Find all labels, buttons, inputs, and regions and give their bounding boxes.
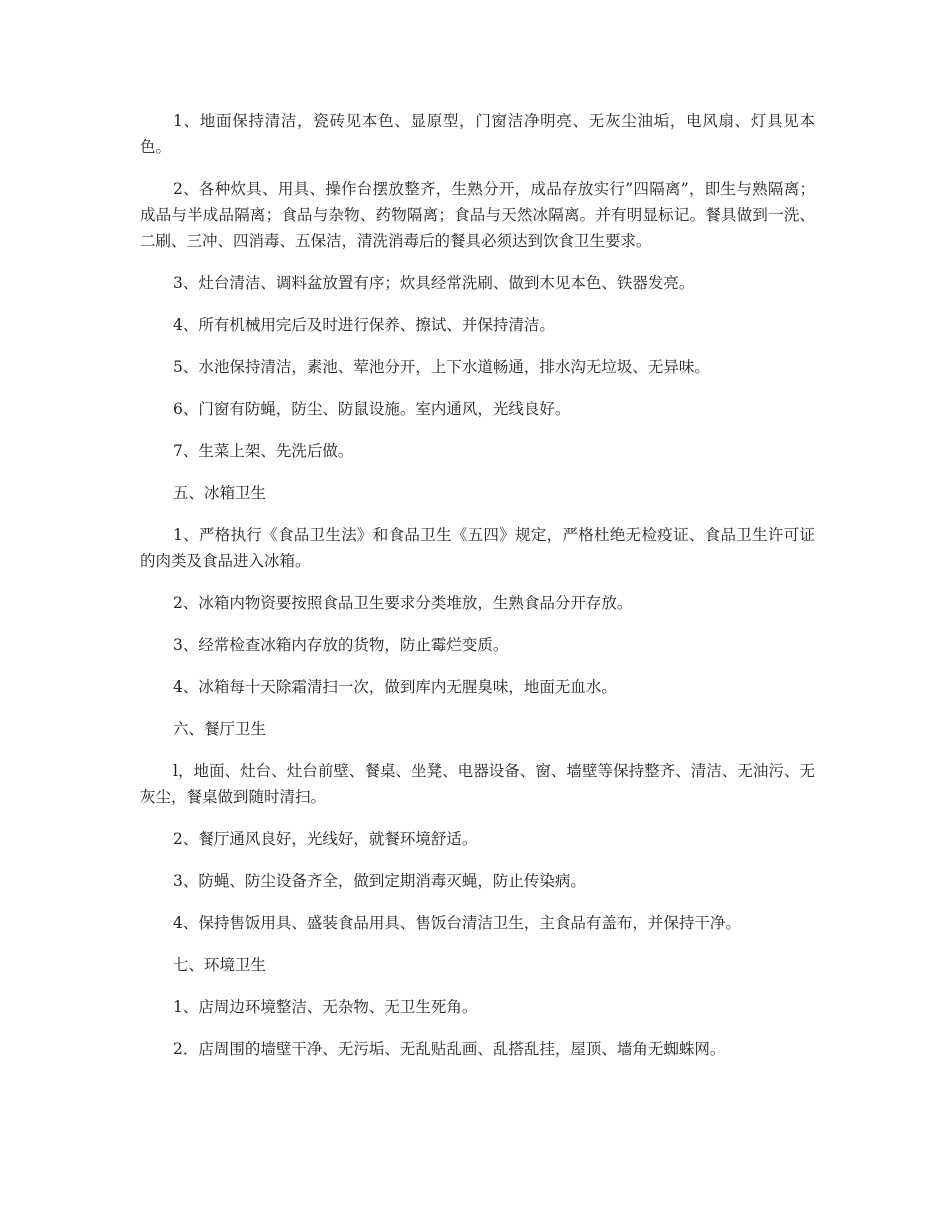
- paragraph-kitchen-floor: 1、地面保持清洁，瓷砖见本色、显原型，门窗洁净明亮、无灰尘油垢，电风扇、灯具见本色。: [140, 112, 815, 156]
- paragraph-vegetables: 7、生菜上架、先洗后做。: [173, 442, 354, 460]
- paragraph-dining-ventilation: 2、餐厅通风良好，光线好，就餐环境舒适。: [173, 830, 478, 848]
- paragraph-windows: 6、门窗有防蝇，防尘、防鼠设施。室内通风，光线良好。: [173, 400, 571, 418]
- paragraph-machinery: 4、所有机械用完后及时进行保养、擦试、并保持清洁。: [173, 316, 555, 334]
- paragraph-dining-pest-control: 3、防蝇、防尘设备齐全，做到定期消毒灭蝇，防止传染病。: [173, 872, 586, 890]
- section-heading-dining: 六、餐厅卫生: [173, 720, 267, 738]
- paragraph-sink: 5、水池保持清洁，素池、荤池分开，上下水道畅通，排水沟无垃圾、无异味。: [173, 358, 710, 376]
- section-heading-fridge: 五、冰箱卫生: [173, 484, 267, 502]
- paragraph-environment-surroundings: 1、店周边环境整洁、无杂物、无卫生死角。: [173, 998, 478, 1016]
- paragraph-dining-cleanliness: l，地面、灶台、灶台前壁、餐桌、坐凳、电器设备、窗、墙壁等保持整齐、清洁、无油污、无灰尘，餐桌做到随时清扫。: [140, 762, 815, 806]
- section-heading-environment: 七、环境卫生: [173, 956, 267, 974]
- paragraph-kitchen-utensils: 2、各种炊具、用具、操作台摆放整齐，生熟分开，成品存放实行”四隔离”，即生与熟隔离；成品与半成品隔离；食品与杂物、药物隔离；食品与天然冰隔离。并有明显标记。餐具做到一洗、二刷、三冲、四消毒、五保洁，清洗消毒后的餐具必须达到饮食卫生要求。: [140, 180, 815, 250]
- paragraph-fridge-defrost: 4、冰箱每十天除霜清扫一次，做到库内无腥臭味，地面无血水。: [173, 678, 617, 696]
- paragraph-fridge-law: 1、严格执行《食品卫生法》和食品卫生《五四》规定，严格杜绝无检疫证、食品卫生许可证的肉类及食品进入冰箱。: [140, 526, 815, 570]
- paragraph-fridge-inspection: 3、经常检查冰箱内存放的货物，防止霉烂变质。: [173, 636, 509, 654]
- document-page: [140, 108, 815, 1078]
- paragraph-dining-serving: 4、保持售饭用具、盛装食品用具、售饭台清洁卫生，主食品有盖布，并保持干净。: [173, 914, 741, 932]
- paragraph-environment-walls: 2．店周围的墙壁干净、无污垢、无乱贴乱画、乱搭乱挂，屋顶、墙角无蜘蛛网。: [173, 1040, 726, 1058]
- paragraph-fridge-storage: 2、冰箱内物资要按照食品卫生要求分类堆放，生熟食品分开存放。: [173, 594, 633, 612]
- paragraph-stove: 3、灶台清洁、调料盆放置有序；炊具经常洗刷、做到木见本色、铁器发亮。: [173, 274, 695, 292]
